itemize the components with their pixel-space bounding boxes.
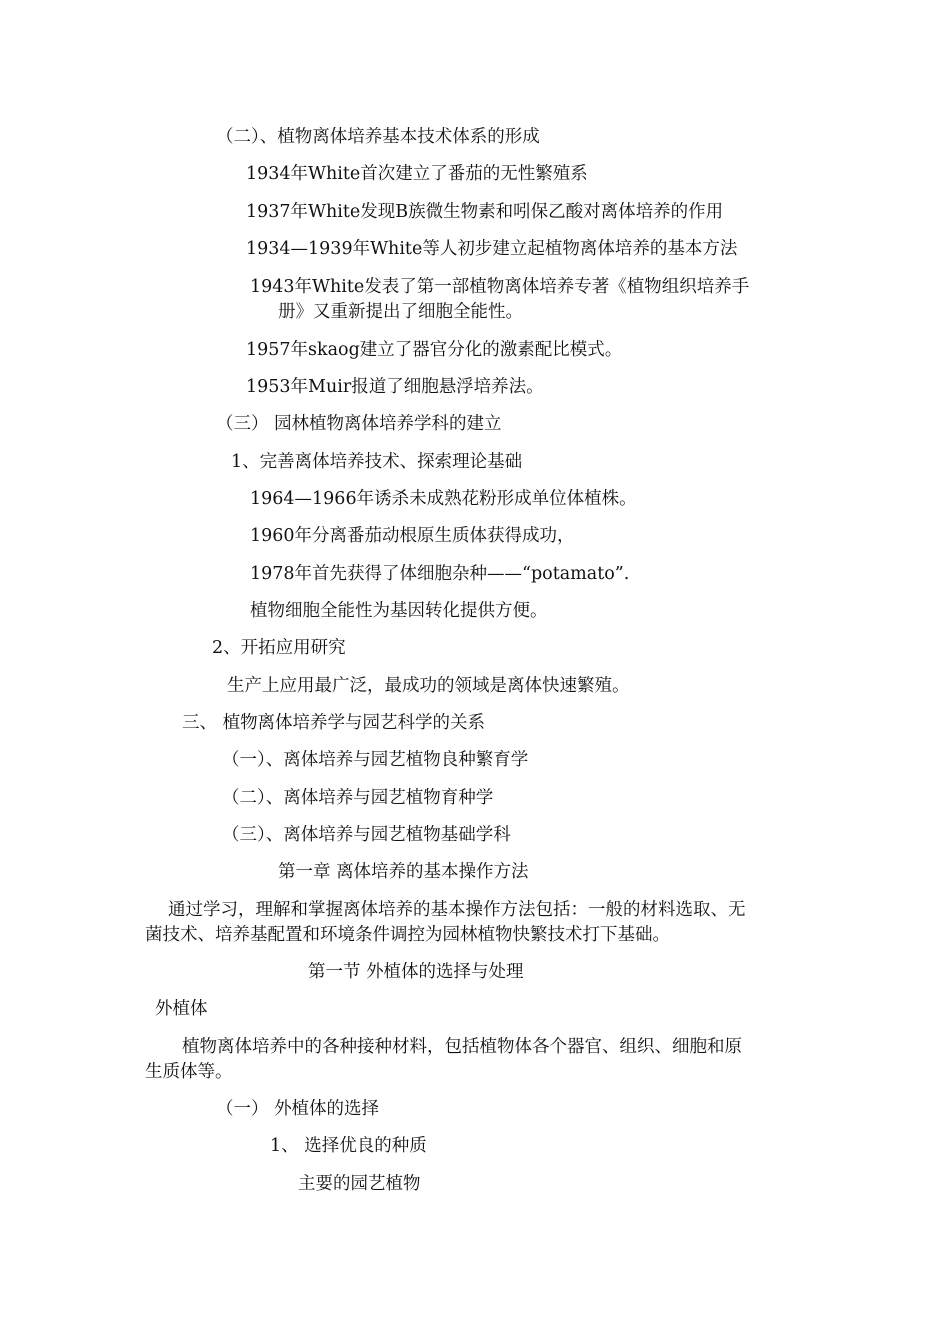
relation-item-2: （二）、离体培养与园艺植物育种学 bbox=[222, 788, 494, 808]
section-heading-3: （三） 园林植物离体培养学科的建立 bbox=[216, 414, 502, 434]
section-title: 第一节 外植体的选择与处理 bbox=[308, 962, 524, 982]
section-heading-three: 三、 植物离体培养学与园艺科学的关系 bbox=[182, 713, 486, 733]
definition-line-1: 植物离体培养中的各种接种材料，包括植物体各个器官、组织、细胞和原 bbox=[182, 1037, 742, 1057]
history-line-1943: 1943年White发表了第一部植物离体培养专著《植物组织培养手 bbox=[250, 277, 750, 297]
list-item-1: 1、 选择优良的种质 bbox=[270, 1136, 427, 1156]
intro-paragraph-line-1: 通过学习，理解和掌握离体培养的基本操作方法包括：一般的材料选取、无 bbox=[168, 900, 746, 920]
history-line-1978: 1978年首先获得了体细胞杂种——“potamato”. bbox=[250, 564, 630, 584]
definition-line-2: 生质体等。 bbox=[145, 1062, 233, 1082]
history-line-1964: 1964—1966年诱杀未成熟花粉形成单位体植株。 bbox=[250, 489, 637, 509]
history-line-1937: 1937年White发现B族微生物素和吲保乙酸对离体培养的作用 bbox=[246, 202, 724, 222]
chapter-title: 第一章 离体培养的基本操作方法 bbox=[278, 862, 529, 882]
list-item-text: 主要的园艺植物 bbox=[298, 1174, 421, 1194]
history-line-1934: 1934年White首次建立了番茄的无性繁殖系 bbox=[246, 164, 588, 184]
term-heading: 外植体 bbox=[155, 999, 208, 1019]
application-line: 生产上应用最广泛，最成功的领域是离体快速繁殖。 bbox=[227, 676, 630, 696]
history-line-1960: 1960年分离番茄动根原生质体获得成功， bbox=[250, 526, 575, 546]
section-heading-2: （二）、植物离体培养基本技术体系的形成 bbox=[216, 127, 540, 147]
intro-paragraph-line-2: 菌技术、培养基配置和环境条件调控为园林植物快繁技术打下基础。 bbox=[145, 925, 670, 945]
history-line-1943-cont: 册》又重新提出了细胞全能性。 bbox=[278, 302, 523, 322]
subheading-2: 2、开拓应用研究 bbox=[212, 638, 346, 658]
relation-item-3: （三）、离体培养与园艺植物基础学科 bbox=[222, 825, 511, 845]
totipotency-line: 植物细胞全能性为基因转化提供方便。 bbox=[250, 601, 548, 621]
history-line-1957: 1957年skaog建立了器官分化的激素配比模式。 bbox=[246, 340, 623, 360]
history-line-1953: 1953年Muir报道了细胞悬浮培养法。 bbox=[246, 377, 544, 397]
subsection-heading: （一） 外植体的选择 bbox=[216, 1099, 380, 1119]
subheading-1: 1、完善离体培养技术、探索理论基础 bbox=[231, 452, 523, 472]
history-line-1934-1939: 1934—1939年White等人初步建立起植物离体培养的基本方法 bbox=[246, 239, 738, 259]
relation-item-1: （一）、离体培养与园艺植物良种繁育学 bbox=[222, 750, 529, 770]
